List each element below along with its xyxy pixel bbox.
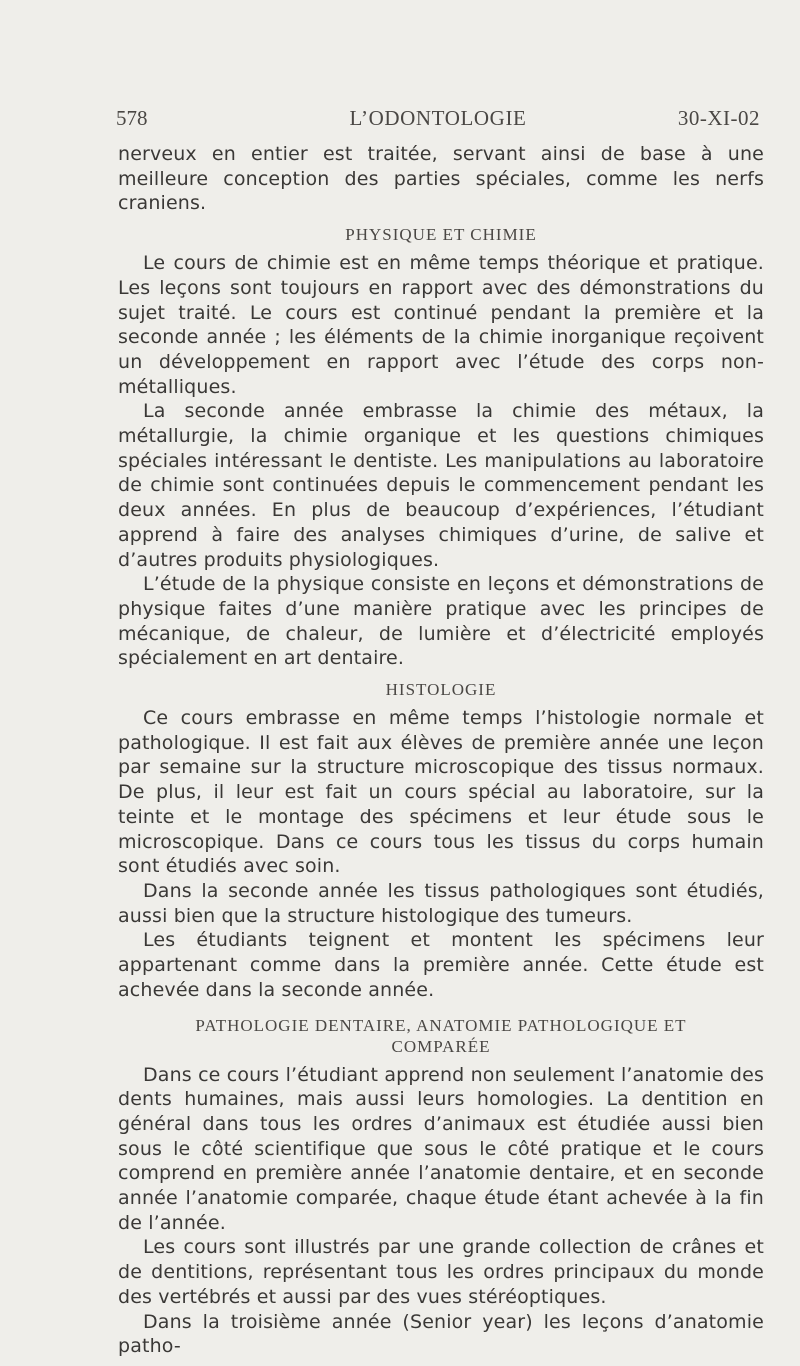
paragraph-chimie-cours: Le cours de chimie est en même temps théorique et pratique. Les leçons sont toujours en rapport avec des démonstrations du sujet traité. Le cours est continué pendant la première et la seconde année ; les éléments de la chimie inorganique reçoivent un développement en rapport avec l’étude des corps non-métalliques. (118, 252, 764, 398)
paragraph-tissus-pathologiques: Dans la seconde année les tissus pathologiques sont étudiés, aussi bien que la structure histologique des tumeurs. (118, 879, 764, 927)
journal-title: L’ODONTOLOGIE (349, 106, 527, 130)
paragraph-troisieme-annee: Dans la troisième année (Senior year) les leçons d’anatomie patho- (118, 1310, 764, 1358)
section-heading-physique-chimie: PHYSIQUE ET CHIMIE (345, 225, 537, 245)
section-heading-pathologie-line-2: COMPARÉE (391, 1036, 491, 1056)
paragraph-etudiants-teignent: Les étudiants teignent et montent les spécimens leur appartenant comme dans la première année. Cette étude est achevée dans la seconde année. (118, 929, 764, 1001)
paragraph-seconde-annee: La seconde année embrasse la chimie des métaux, la métallurgie, la chimie organique et les questions chimiques spéciales intéressant le dentiste. Les manipulations au laboratoire de chimie sont continuées depuis le commencement pendant les deux années. En plus de beaucoup d’expériences, l’étudiant apprend à faire des analyses chimiques d’urine, de salive et d’autres produits physiologiques. (118, 400, 764, 571)
body-text (118, 142, 764, 1359)
running-header (116, 106, 760, 134)
section-heading-pathologie (118, 1015, 764, 1057)
section-heading-pathologie-line-1: PATHOLOGIE DENTAIRE, ANATOMIE PATHOLOGIQUE ET (195, 1015, 687, 1035)
issue-date: 30-XI-02 (677, 106, 760, 130)
paragraph-collection-cranes: Les cours sont illustrés par une grande collection de crânes et de dentitions, représentant tous les ordres principaux du monde des vertébrés et aussi par des vues stéréoptiques. (118, 1236, 764, 1308)
paragraph-histologie-cours: Ce cours embrasse en même temps l’histologie normale et pathologique. Il est fait aux élèves de première année une leçon par semaine sur la structure microscopique des tissus normaux. De plus, il leur est fait un cours spécial au laboratoire, sur la teinte et le montage des spécimens et leur étude sous le microscopique. Dans ce cours tous les tissus du corps humain sont étudiés avec soin. (118, 707, 764, 878)
paragraph-continuation: nerveux en entier est traitée, servant ainsi de base à une meilleure conception des parties spéciales, comme les nerfs craniens. (118, 143, 764, 215)
paragraph-anatomie-dents: Dans ce cours l’étudiant apprend non seulement l’anatomie des dents humaines, mais aussi leurs homologies. La dentition en général dans tous les ordres d’animaux est étudiée aussi bien sous le côté scientifique que sous le côté pratique et le cours comprend en première année l’anatomie dentaire, et en seconde année l’anatomie comparée, chaque étude étant achevée à la fin de l’année. (118, 1063, 764, 1234)
page-number: 578 (116, 106, 148, 130)
paragraph-physique: L’étude de la physique consiste en leçons et démonstrations de physique faites d’une manière pratique avec les principes de mécanique, de chaleur, de lumière et d’électricité employés spécialement en art dentaire. (118, 573, 764, 670)
section-heading-histologie: HISTOLOGIE (385, 680, 497, 700)
